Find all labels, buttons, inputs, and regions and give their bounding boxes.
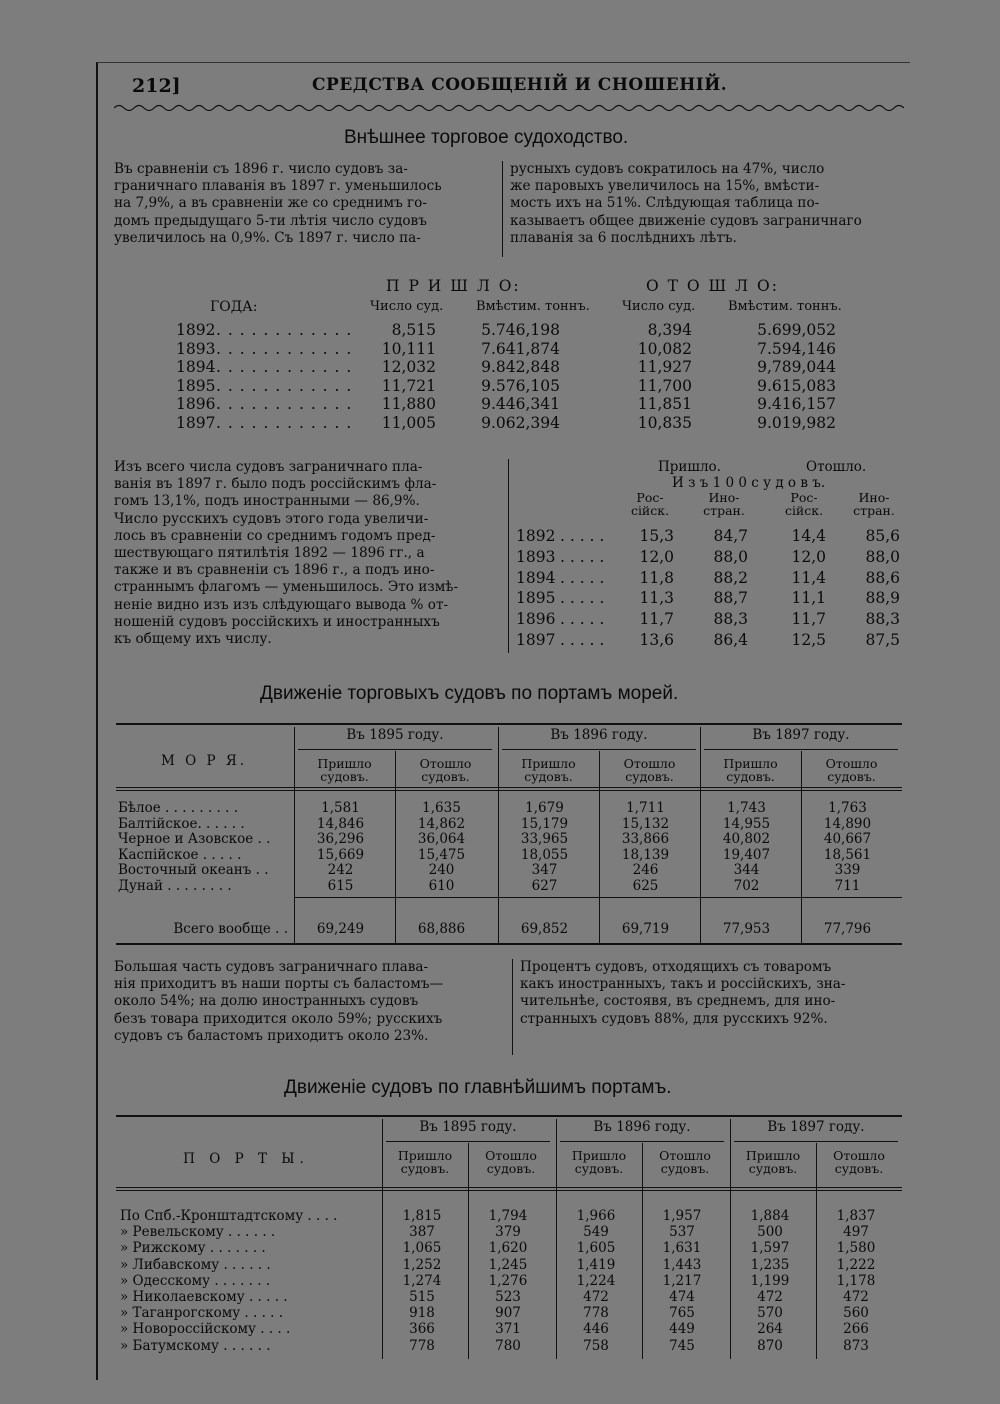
port-name: По Спб.-Кронштадтскому . . . . xyxy=(120,1208,338,1224)
pct-cell: 88,0 xyxy=(865,547,900,566)
text-line: увеличилось на 0,9%. Съ 1897 г. число па- xyxy=(114,229,421,246)
table-rule xyxy=(298,749,492,750)
text-line: около 54%; на долю иностранныхъ судовъ xyxy=(114,993,419,1010)
year-cell: 1894 xyxy=(516,568,556,587)
sea-value: 15,669 xyxy=(316,846,365,863)
leader-dots: . . . . . xyxy=(560,527,605,545)
text-line: Въ сравненіи съ 1896 г. число судовъ за- xyxy=(114,161,408,177)
table-rule-top xyxy=(116,1115,902,1117)
arrived-tonnage-cell: 9.576,105 xyxy=(481,376,560,395)
text-line: лось въ сравненіи со среднимъ годомъ пред- xyxy=(114,527,436,544)
pct-cell: 12,5 xyxy=(791,631,826,649)
port-value: 1,605 xyxy=(576,1240,616,1257)
port-value: 366 xyxy=(409,1321,435,1338)
departed-col-header: Отошло судовъ. xyxy=(485,1148,537,1176)
departed-count-cell: 11,851 xyxy=(637,395,692,413)
port-name: » Рижскому . . . . . . . xyxy=(120,1240,266,1257)
pct-cell: 86,4 xyxy=(713,631,748,649)
sea-value: 1,635 xyxy=(422,800,461,816)
departed-tonnage-cell: 9.019,982 xyxy=(757,413,836,432)
leader-dots: . . . . . xyxy=(560,610,605,629)
port-value: 379 xyxy=(495,1224,521,1241)
departed-tonnage-cell: 7.594,146 xyxy=(757,339,836,358)
port-value: 1,224 xyxy=(576,1272,616,1289)
page-number: 212] xyxy=(132,75,181,97)
table-rule xyxy=(704,749,898,750)
paragraph-cargo xyxy=(520,959,904,1028)
pct-cell: 11,3 xyxy=(639,589,674,608)
port-value: 1,957 xyxy=(662,1208,702,1224)
sea-value: 1,763 xyxy=(828,800,867,816)
wavy-divider xyxy=(114,103,904,113)
sea-value: 36,064 xyxy=(417,831,466,847)
port-value: 1,815 xyxy=(402,1208,442,1224)
pct-arrived-header: Пришло. xyxy=(658,459,721,475)
sea-value: 19,407 xyxy=(722,846,771,863)
arrived-count-cell: 8,515 xyxy=(391,321,436,339)
arrived-col-header: Пришло судовъ. xyxy=(745,1148,801,1176)
col-count-arrived: Число суд. xyxy=(370,299,444,314)
port-value: 1,178 xyxy=(836,1272,876,1289)
table-rule xyxy=(560,1141,724,1142)
arrived-count-cell: 11,005 xyxy=(381,413,436,432)
pct-cell: 88,0 xyxy=(713,547,748,566)
pct-cell: 11,1 xyxy=(791,589,826,608)
port-value: 1,884 xyxy=(750,1208,790,1224)
col-tonnage-departed: Вмѣстим. тоннъ. xyxy=(728,299,842,314)
total-label: Всего вообще . . xyxy=(173,921,288,937)
pct-departed-header: Отошло. xyxy=(806,459,867,475)
port-value: 449 xyxy=(669,1321,695,1338)
sea-value: 627 xyxy=(531,877,558,894)
pct-per-100-header: И з ъ 1 0 0 с у д о в ъ. xyxy=(672,475,826,491)
sea-value: 1,679 xyxy=(525,800,564,816)
port-name: » Одесскому . . . . . . . xyxy=(120,1272,271,1289)
table-rule xyxy=(294,897,902,898)
arrived-col-header: Пришло судовъ. xyxy=(317,756,372,784)
port-name: » Ревельскому . . . . . . xyxy=(120,1224,276,1241)
year-cell: 1896 xyxy=(176,395,216,413)
port-value: 1,235 xyxy=(750,1256,790,1273)
port-value: 560 xyxy=(843,1305,869,1322)
arrived-tonnage-cell: 7.641,874 xyxy=(481,339,560,358)
table-rule xyxy=(734,1141,898,1142)
column-divider xyxy=(502,161,503,257)
text-line: неніе видно изъ изъ слѣдующаго вывода % от- xyxy=(114,596,449,613)
sea-name: Черное и Азовское . . xyxy=(118,831,271,847)
year-cell: 1892 xyxy=(516,527,556,545)
pct-cell: 12,0 xyxy=(791,547,826,566)
port-value: 758 xyxy=(583,1337,609,1354)
text-line: страннымъ флагомъ — уменьшилось. Это измѣ- xyxy=(114,579,459,596)
port-value: 745 xyxy=(669,1337,695,1354)
total-value: 69,249 xyxy=(316,921,365,937)
port-value: 266 xyxy=(843,1321,869,1338)
arrived-header: П Р И Ш Л О: xyxy=(386,277,521,295)
port-value: 1,794 xyxy=(488,1208,528,1224)
years-header: ГОДА: xyxy=(210,299,258,315)
section-title-ports: Движеніе судовъ по главнѣйшимъ портамъ. xyxy=(284,1077,672,1098)
departed-count-cell: 8,394 xyxy=(647,321,692,339)
port-value: 446 xyxy=(583,1321,609,1338)
departed-col-header: Отошло судовъ. xyxy=(833,1148,885,1176)
col-inostran-1: Ино- стран. xyxy=(703,490,745,518)
text-line: ношеній судовъ россійскихъ и иностранныхъ xyxy=(114,613,440,630)
text-line: какъ иностранныхъ, такъ и россійскихъ, зна- xyxy=(520,976,846,993)
sea-value: 615 xyxy=(327,877,354,894)
col-rossiysk-1: Рос- сійск. xyxy=(630,490,670,518)
pct-cell: 84,7 xyxy=(713,527,748,545)
text-line: мость ихъ на 51%. Слѣдующая таблица по- xyxy=(510,195,820,212)
port-name: » Либавскому . . . . . . xyxy=(120,1256,271,1273)
arrived-col-header: Пришло судовъ. xyxy=(723,756,778,784)
paragraph-intro-left xyxy=(114,161,496,247)
sea-value: 1,581 xyxy=(321,800,360,816)
port-value: 907 xyxy=(495,1305,521,1322)
departed-header: О Т О Ш Л О: xyxy=(646,277,779,295)
year-cell: 1893 xyxy=(176,339,216,358)
table-rule xyxy=(116,1187,902,1188)
pct-cell: 11,7 xyxy=(791,610,826,629)
arrived-count-cell: 12,032 xyxy=(381,358,436,376)
sea-value: 240 xyxy=(428,862,455,878)
leader-dots: . . . . . . . . . . . . xyxy=(216,321,353,339)
port-value: 537 xyxy=(669,1224,695,1241)
table-rule xyxy=(116,1190,902,1191)
page xyxy=(96,62,910,1380)
arrived-tonnage-cell: 9.842,848 xyxy=(481,358,560,376)
table-rule-bottom xyxy=(116,943,902,945)
pct-cell: 11,7 xyxy=(639,610,674,629)
year-header: Въ 1897 году. xyxy=(767,1119,865,1135)
sea-value: 14,955 xyxy=(722,815,771,832)
sea-name: Каспійское . . . . . xyxy=(118,846,242,863)
total-value: 77,796 xyxy=(823,921,872,937)
year-cell: 1893 xyxy=(516,547,556,566)
arrived-col-header: Пришло судовъ. xyxy=(397,1148,453,1176)
sea-value: 18,139 xyxy=(621,846,670,863)
departed-tonnage-cell: 9.416,157 xyxy=(757,395,836,413)
table-rule xyxy=(502,749,696,750)
port-name: » Новороссійскому . . . . xyxy=(120,1321,291,1338)
arrived-col-header: Пришло судовъ. xyxy=(521,756,576,784)
port-value: 500 xyxy=(757,1224,783,1241)
port-value: 1,631 xyxy=(662,1240,702,1257)
sea-value: 1,711 xyxy=(626,800,665,816)
port-value: 570 xyxy=(757,1305,783,1322)
sea-value: 347 xyxy=(531,862,558,878)
port-value: 1,620 xyxy=(488,1240,528,1257)
total-value: 69,719 xyxy=(621,921,670,937)
sea-value: 242 xyxy=(327,862,354,878)
text-line: ванія въ 1897 г. было подъ россійскимъ фла- xyxy=(114,476,437,493)
port-value: 1,245 xyxy=(488,1256,528,1273)
port-value: 387 xyxy=(409,1224,435,1241)
leader-dots: . . . . . xyxy=(560,547,605,566)
pct-cell: 11,4 xyxy=(791,568,826,587)
year-header: Въ 1896 году. xyxy=(593,1119,691,1135)
text-line: чительнѣе, состоявя, въ среднемъ, для ино- xyxy=(520,993,836,1010)
departed-col-header: Отошло судовъ. xyxy=(659,1148,711,1176)
pct-cell: 15,3 xyxy=(639,527,674,545)
column-divider xyxy=(508,459,509,653)
port-value: 1,966 xyxy=(576,1208,616,1224)
arrived-tonnage-cell: 9.062,394 xyxy=(481,413,560,432)
sea-value: 40,802 xyxy=(722,831,771,847)
port-value: 371 xyxy=(495,1321,521,1338)
sea-value: 610 xyxy=(428,877,455,894)
text-line: безъ товара приходится около 59%; русскихъ xyxy=(114,1010,443,1027)
sea-value: 711 xyxy=(834,877,861,894)
leader-dots: . . . . . xyxy=(560,589,605,608)
year-cell: 1895 xyxy=(516,589,556,608)
leader-dots: . . . . . xyxy=(560,568,605,587)
text-line: граничнаго плаванія въ 1897 г. уменьшилось xyxy=(114,178,442,195)
sea-value: 14,846 xyxy=(316,815,365,832)
port-value: 1,419 xyxy=(576,1256,616,1273)
year-cell: 1897 xyxy=(516,631,556,649)
port-name: » Таганрогскому . . . . . xyxy=(120,1305,284,1322)
pct-cell: 87,5 xyxy=(865,631,900,649)
year-header: Въ 1895 году. xyxy=(346,727,444,743)
text-line: гомъ 13,1%, подъ иностранными — 86,9%. xyxy=(114,493,420,510)
port-value: 264 xyxy=(757,1321,783,1338)
departed-tonnage-cell: 9.615,083 xyxy=(757,376,836,395)
arrived-tonnage-cell: 5.746,198 xyxy=(481,321,560,339)
seas-header: М О Р Я. xyxy=(160,753,248,769)
port-value: 497 xyxy=(843,1224,869,1241)
port-value: 1,252 xyxy=(402,1256,442,1273)
pct-cell: 88,3 xyxy=(713,610,748,629)
table-rule xyxy=(116,790,902,791)
arrived-tonnage-cell: 9.446,341 xyxy=(481,395,560,413)
departed-tonnage-cell: 9,789,044 xyxy=(757,358,836,376)
pct-cell: 88,6 xyxy=(865,568,900,587)
port-value: 778 xyxy=(583,1305,609,1322)
port-value: 765 xyxy=(669,1305,695,1322)
departed-col-header: Отошло судовъ. xyxy=(623,756,676,784)
port-value: 1,837 xyxy=(836,1208,876,1224)
sea-name: Бѣлое . . . . . . . . . xyxy=(118,800,238,816)
section-title-foreign-shipping: Внѣшнее торговое судоходство. xyxy=(344,127,629,148)
departed-tonnage-cell: 5.699,052 xyxy=(757,321,836,339)
port-value: 523 xyxy=(495,1289,521,1305)
sea-value: 33,866 xyxy=(621,831,670,847)
port-value: 1,217 xyxy=(662,1272,702,1289)
text-line: также и въ сравненіи съ 1896 г., а подъ ино- xyxy=(114,562,435,579)
col-tonnage-arrived: Вмѣстим. тоннъ. xyxy=(476,299,590,314)
port-value: 472 xyxy=(583,1289,609,1305)
text-line: Изъ всего числа судовъ заграничнаго пла- xyxy=(114,459,423,475)
port-value: 472 xyxy=(843,1289,869,1305)
arrived-count-cell: 11,880 xyxy=(381,395,436,413)
departed-count-cell: 10,082 xyxy=(637,339,692,358)
col-rossiysk-2: Рос- сійск. xyxy=(784,490,824,518)
departed-col-header: Отошло судовъ. xyxy=(825,756,878,784)
port-value: 1,597 xyxy=(750,1240,790,1257)
text-line: русныхъ судовъ сократилось на 47%, число xyxy=(510,161,825,177)
sea-value: 625 xyxy=(632,877,659,894)
arrived-col-header: Пришло судовъ. xyxy=(571,1148,627,1176)
departed-count-cell: 11,700 xyxy=(637,376,692,395)
sea-value: 344 xyxy=(733,862,760,878)
text-line: странныхъ судовъ 88%, для русскихъ 92%. xyxy=(520,1010,828,1027)
sea-value: 40,667 xyxy=(823,831,872,847)
sea-value: 36,296 xyxy=(316,831,365,847)
port-value: 1,580 xyxy=(836,1240,876,1257)
sea-name: Восточный океанъ . . xyxy=(118,862,269,878)
year-header: Въ 1897 году. xyxy=(752,727,850,743)
port-value: 1,199 xyxy=(750,1272,790,1289)
col-count-departed: Число суд. xyxy=(622,299,696,314)
departed-col-header: Отошло судовъ. xyxy=(419,756,472,784)
total-value: 77,953 xyxy=(722,921,771,937)
sea-value: 15,132 xyxy=(621,815,670,832)
year-cell: 1892 xyxy=(176,321,216,339)
paragraph-ballast xyxy=(114,959,506,1045)
table-rule-top xyxy=(116,723,902,725)
leader-dots: . . . . . . . . . . . . xyxy=(216,395,353,413)
pct-cell: 12,0 xyxy=(639,547,674,566)
section-title-seas: Движеніе торговыхъ судовъ по портамъ морей. xyxy=(260,683,679,704)
sea-value: 246 xyxy=(632,862,659,878)
leader-dots: . . . . . . . . . . . . xyxy=(216,413,353,432)
text-line: домъ предыдущаго 5-ти лѣтія число судовъ xyxy=(114,212,427,229)
pct-cell: 88,3 xyxy=(865,610,900,629)
pct-cell: 11,8 xyxy=(639,568,674,587)
text-line: на 7,9%, а въ сравненіи же со среднимъ го- xyxy=(114,195,427,212)
arrived-count-cell: 11,721 xyxy=(381,376,436,395)
year-cell: 1895 xyxy=(176,376,216,395)
departed-count-cell: 11,927 xyxy=(637,358,692,376)
page-header-title: СРЕДСТВА СООБЩЕНІЙ И СНОШЕНІЙ. xyxy=(312,75,728,95)
arrived-count-cell: 10,111 xyxy=(381,339,436,358)
text-line: Число русскихъ судовъ этого года увеличи- xyxy=(114,510,429,527)
leader-dots: . . . . . . . . . . . . xyxy=(216,358,353,376)
port-value: 1,222 xyxy=(836,1256,876,1273)
sea-value: 18,055 xyxy=(520,846,569,863)
port-value: 780 xyxy=(495,1337,521,1354)
port-value: 778 xyxy=(409,1337,435,1354)
total-value: 69,852 xyxy=(520,921,569,937)
col-inostran-2: Ино- стран. xyxy=(853,490,895,518)
text-line: Процентъ судовъ, отходящихъ съ товаромъ xyxy=(520,959,832,975)
pct-cell: 88,7 xyxy=(713,589,748,608)
port-value: 549 xyxy=(583,1224,609,1241)
year-header: Въ 1896 году. xyxy=(550,727,648,743)
text-line: нія приходитъ въ наши порты съ баластомъ— xyxy=(114,976,444,993)
port-name: » Батумскому . . . . . . xyxy=(120,1337,271,1354)
sea-value: 15,179 xyxy=(520,815,569,832)
sea-value: 18,561 xyxy=(823,846,872,863)
ports-header: П О Р Т Ы. xyxy=(183,1151,309,1167)
port-value: 873 xyxy=(843,1337,869,1354)
text-line: судовъ съ баластомъ приходитъ около 23%. xyxy=(114,1027,429,1044)
text-line: казываетъ общее движеніе судовъ заграничнаго xyxy=(510,212,862,229)
paragraph-flags xyxy=(114,459,502,648)
leader-dots: . . . . . xyxy=(560,631,605,649)
table-rule xyxy=(116,787,902,788)
port-value: 1,065 xyxy=(402,1240,442,1257)
port-value: 870 xyxy=(757,1337,783,1354)
total-value: 68,886 xyxy=(417,921,466,937)
pct-cell: 13,6 xyxy=(639,631,674,649)
year-cell: 1894 xyxy=(176,358,216,376)
sea-value: 15,475 xyxy=(417,846,466,863)
text-line: же паровыхъ увеличилось на 15%, вмѣсти- xyxy=(510,178,820,195)
port-value: 474 xyxy=(669,1289,695,1305)
sea-name: Дунай . . . . . . . . xyxy=(118,877,232,894)
sea-value: 1,743 xyxy=(727,800,766,816)
port-value: 918 xyxy=(409,1305,435,1322)
text-line: шествующаго пятилѣтія 1892 — 1896 гг., а xyxy=(114,545,425,562)
text-line: плаванія за 6 послѣднихъ лѣтъ. xyxy=(510,229,737,246)
port-value: 1,276 xyxy=(488,1272,528,1289)
pct-cell: 14,4 xyxy=(791,527,826,545)
sea-name: Балтійское. . . . . . xyxy=(118,815,245,832)
year-cell: 1897 xyxy=(176,413,216,432)
table-rule xyxy=(386,1141,550,1142)
text-line: Большая часть судовъ заграничнаго плава- xyxy=(114,959,429,975)
sea-value: 14,890 xyxy=(823,815,872,832)
pct-cell: 88,9 xyxy=(865,589,900,608)
paragraph-intro-right xyxy=(510,161,896,247)
leader-dots: . . . . . . . . . . . . xyxy=(216,376,353,395)
text-line: къ общему ихъ числу. xyxy=(114,631,272,648)
sea-value: 14,862 xyxy=(417,815,466,832)
departed-count-cell: 10,835 xyxy=(637,413,692,432)
sea-value: 339 xyxy=(834,862,861,878)
port-value: 1,274 xyxy=(402,1272,442,1289)
port-value: 515 xyxy=(409,1289,435,1305)
sea-value: 702 xyxy=(733,877,760,894)
sea-value: 33,965 xyxy=(520,831,569,847)
year-cell: 1896 xyxy=(516,610,556,629)
port-name: » Николаевскому . . . . . xyxy=(120,1289,288,1305)
pct-cell: 88,2 xyxy=(713,568,748,587)
year-header: Въ 1895 году. xyxy=(419,1119,517,1135)
port-value: 472 xyxy=(757,1289,783,1305)
column-divider xyxy=(512,959,513,1055)
port-value: 1,443 xyxy=(662,1256,702,1273)
pct-cell: 85,6 xyxy=(865,527,900,545)
leader-dots: . . . . . . . . . . . . xyxy=(216,339,353,358)
